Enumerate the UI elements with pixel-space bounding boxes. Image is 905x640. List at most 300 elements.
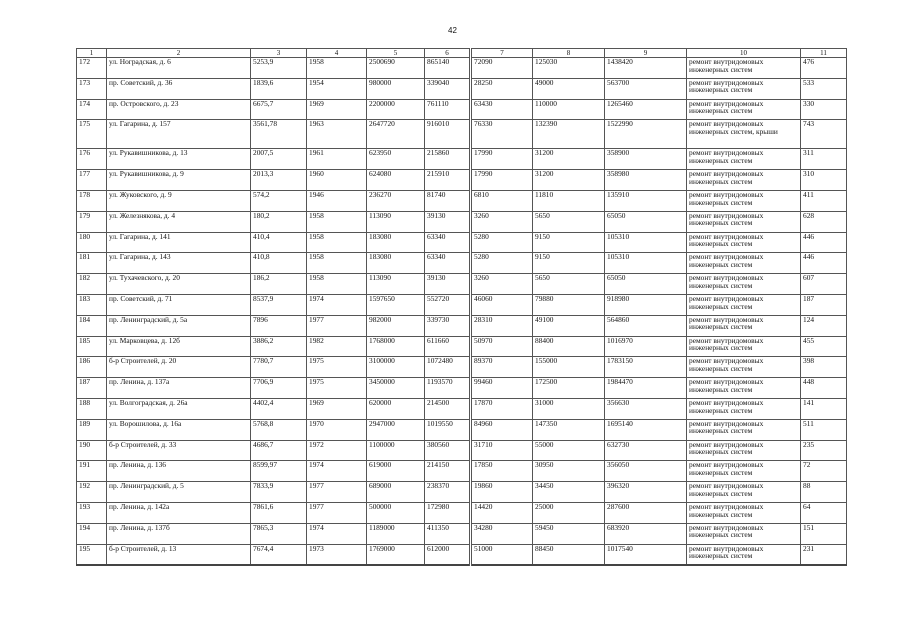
- col8-cell: 11810: [533, 190, 605, 211]
- col5-cell: 3450000: [367, 378, 425, 399]
- year-cell: 1975: [307, 378, 367, 399]
- address-cell: пр. Островского, д. 23: [107, 99, 251, 120]
- col8-cell: 155000: [533, 357, 605, 378]
- col9-cell: 683920: [605, 523, 687, 544]
- table-row: [77, 58, 847, 79]
- col8-cell: 9150: [533, 253, 605, 274]
- col9-cell: 1695140: [605, 419, 687, 440]
- address-cell: б-р Строителей, д. 33: [107, 440, 251, 461]
- col11-cell: 511: [801, 419, 847, 440]
- col5-cell: 1597650: [367, 294, 425, 315]
- row-number: 179: [77, 211, 107, 232]
- col6-cell: 339730: [425, 315, 471, 336]
- area-cell: 5768,8: [251, 419, 307, 440]
- col5-cell: 1768000: [367, 336, 425, 357]
- col5-cell: 982000: [367, 315, 425, 336]
- col11-cell: 448: [801, 378, 847, 399]
- area-cell: 4686,7: [251, 440, 307, 461]
- row-number: 185: [77, 336, 107, 357]
- table-row: [77, 315, 847, 336]
- page-number: 42: [448, 26, 457, 35]
- area-cell: 2013,3: [251, 170, 307, 191]
- table-row: [77, 99, 847, 120]
- col9-cell: 358900: [605, 149, 687, 170]
- table-row: [77, 274, 847, 295]
- area-cell: 7833,9: [251, 482, 307, 503]
- col6-cell: 214150: [425, 461, 471, 482]
- col8-cell: 31200: [533, 170, 605, 191]
- row-number: 175: [77, 120, 107, 149]
- area-cell: 410,8: [251, 253, 307, 274]
- row-number: 184: [77, 315, 107, 336]
- col5-cell: 2200000: [367, 99, 425, 120]
- year-cell: 1969: [307, 398, 367, 419]
- col6-cell: 215910: [425, 170, 471, 191]
- row-number: 178: [77, 190, 107, 211]
- row-number: 183: [77, 294, 107, 315]
- col9-cell: 356630: [605, 398, 687, 419]
- row-number: 181: [77, 253, 107, 274]
- col11-cell: 398: [801, 357, 847, 378]
- row-number: 191: [77, 461, 107, 482]
- row-number: 189: [77, 419, 107, 440]
- col8-cell: 79880: [533, 294, 605, 315]
- work-type-cell: ремонт внутридомовых инженерных систем: [687, 274, 801, 295]
- area-cell: 186,2: [251, 274, 307, 295]
- col7-cell: 84960: [471, 419, 533, 440]
- year-cell: 1958: [307, 274, 367, 295]
- col5-cell: 623950: [367, 149, 425, 170]
- area-cell: 7674,4: [251, 544, 307, 565]
- area-cell: 7780,7: [251, 357, 307, 378]
- col8-cell: 132390: [533, 120, 605, 149]
- col6-cell: 1072480: [425, 357, 471, 378]
- address-cell: пр. Ленина, д. 136: [107, 461, 251, 482]
- year-cell: 1977: [307, 315, 367, 336]
- table-row: [77, 398, 847, 419]
- work-type-cell: ремонт внутридомовых инженерных систем: [687, 253, 801, 274]
- address-cell: пр. Ленина, д. 142а: [107, 502, 251, 523]
- col9-cell: 65050: [605, 211, 687, 232]
- year-cell: 1974: [307, 294, 367, 315]
- col11-cell: 476: [801, 58, 847, 79]
- year-cell: 1958: [307, 232, 367, 253]
- repair-register-table: [76, 48, 847, 566]
- row-number: 176: [77, 149, 107, 170]
- col8-cell: 9150: [533, 232, 605, 253]
- col5-cell: 1769000: [367, 544, 425, 565]
- col6-cell: 411350: [425, 523, 471, 544]
- row-number: 188: [77, 398, 107, 419]
- work-type-cell: ремонт внутридомовых инженерных систем: [687, 461, 801, 482]
- col11-cell: 628: [801, 211, 847, 232]
- work-type-cell: ремонт внутридомовых инженерных систем: [687, 190, 801, 211]
- col9-cell: 1984470: [605, 378, 687, 399]
- col5-cell: 3100000: [367, 357, 425, 378]
- area-cell: 180,2: [251, 211, 307, 232]
- col7-cell: 19860: [471, 482, 533, 503]
- column-number: 5: [367, 49, 425, 58]
- work-type-cell: ремонт внутридомовых инженерных систем: [687, 99, 801, 120]
- year-cell: 1972: [307, 440, 367, 461]
- col5-cell: 183080: [367, 232, 425, 253]
- row-number: 174: [77, 99, 107, 120]
- col11-cell: 533: [801, 78, 847, 99]
- col5-cell: 2947000: [367, 419, 425, 440]
- table-row: [77, 440, 847, 461]
- col5-cell: 619000: [367, 461, 425, 482]
- col6-cell: 238370: [425, 482, 471, 503]
- col6-cell: 39130: [425, 274, 471, 295]
- col11-cell: 187: [801, 294, 847, 315]
- col6-cell: 215860: [425, 149, 471, 170]
- col6-cell: 552720: [425, 294, 471, 315]
- col9-cell: 1522990: [605, 120, 687, 149]
- col9-cell: 356050: [605, 461, 687, 482]
- col8-cell: 88400: [533, 336, 605, 357]
- year-cell: 1958: [307, 58, 367, 79]
- row-number: 193: [77, 502, 107, 523]
- col8-cell: 25000: [533, 502, 605, 523]
- year-cell: 1946: [307, 190, 367, 211]
- address-cell: пр. Ленинградский, д. 5а: [107, 315, 251, 336]
- col8-cell: 172500: [533, 378, 605, 399]
- col7-cell: 17990: [471, 149, 533, 170]
- row-number: 186: [77, 357, 107, 378]
- col11-cell: 72: [801, 461, 847, 482]
- col9-cell: 105310: [605, 253, 687, 274]
- col9-cell: 358980: [605, 170, 687, 191]
- col6-cell: 214500: [425, 398, 471, 419]
- row-number: 180: [77, 232, 107, 253]
- column-number: 3: [251, 49, 307, 58]
- area-cell: 8537,9: [251, 294, 307, 315]
- col7-cell: 31710: [471, 440, 533, 461]
- col7-cell: 46060: [471, 294, 533, 315]
- col9-cell: 918980: [605, 294, 687, 315]
- col11-cell: 743: [801, 120, 847, 149]
- col8-cell: 5650: [533, 274, 605, 295]
- work-type-cell: ремонт внутридомовых инженерных систем: [687, 232, 801, 253]
- year-cell: 1975: [307, 357, 367, 378]
- year-cell: 1961: [307, 149, 367, 170]
- column-number: 9: [605, 49, 687, 58]
- col6-cell: 612000: [425, 544, 471, 565]
- col6-cell: 39130: [425, 211, 471, 232]
- work-type-cell: ремонт внутридомовых инженерных систем: [687, 523, 801, 544]
- row-number: 194: [77, 523, 107, 544]
- col5-cell: 236270: [367, 190, 425, 211]
- work-type-cell: ремонт внутридомовых инженерных систем: [687, 482, 801, 503]
- col6-cell: 916010: [425, 120, 471, 149]
- work-type-cell: ремонт внутридомовых инженерных систем: [687, 78, 801, 99]
- col6-cell: 63340: [425, 232, 471, 253]
- row-number: 190: [77, 440, 107, 461]
- col7-cell: 89370: [471, 357, 533, 378]
- area-cell: 3886,2: [251, 336, 307, 357]
- col6-cell: 761110: [425, 99, 471, 120]
- col5-cell: 113090: [367, 211, 425, 232]
- area-cell: 574,2: [251, 190, 307, 211]
- col7-cell: 5280: [471, 232, 533, 253]
- column-number: 8: [533, 49, 605, 58]
- address-cell: ул. Ворошилова, д. 16а: [107, 419, 251, 440]
- table-row: [77, 502, 847, 523]
- table-row: [77, 461, 847, 482]
- address-cell: ул. Волгоградская, д. 26а: [107, 398, 251, 419]
- col7-cell: 28310: [471, 315, 533, 336]
- address-cell: ул. Рукавишникова, д. 9: [107, 170, 251, 191]
- address-cell: ул. Тухачевского, д. 20: [107, 274, 251, 295]
- table-body: [77, 49, 847, 566]
- col8-cell: 88450: [533, 544, 605, 565]
- col6-cell: 611660: [425, 336, 471, 357]
- year-cell: 1970: [307, 419, 367, 440]
- col11-cell: 411: [801, 190, 847, 211]
- col8-cell: 30950: [533, 461, 605, 482]
- col7-cell: 34280: [471, 523, 533, 544]
- col7-cell: 6810: [471, 190, 533, 211]
- col5-cell: 620000: [367, 398, 425, 419]
- col11-cell: 607: [801, 274, 847, 295]
- col5-cell: 1189000: [367, 523, 425, 544]
- col9-cell: 1016970: [605, 336, 687, 357]
- col7-cell: 17990: [471, 170, 533, 191]
- address-cell: пр. Ленинградский, д. 5: [107, 482, 251, 503]
- col8-cell: 34450: [533, 482, 605, 503]
- col8-cell: 55000: [533, 440, 605, 461]
- work-type-cell: ремонт внутридомовых инженерных систем: [687, 544, 801, 565]
- col5-cell: 624080: [367, 170, 425, 191]
- col8-cell: 5650: [533, 211, 605, 232]
- area-cell: 3561,78: [251, 120, 307, 149]
- table-row: [77, 149, 847, 170]
- col8-cell: 125030: [533, 58, 605, 79]
- work-type-cell: ремонт внутридомовых инженерных систем: [687, 398, 801, 419]
- work-type-cell: ремонт внутридомовых инженерных систем: [687, 315, 801, 336]
- col9-cell: 135910: [605, 190, 687, 211]
- work-type-cell: ремонт внутридомовых инженерных систем: [687, 170, 801, 191]
- year-cell: 1974: [307, 523, 367, 544]
- col7-cell: 72090: [471, 58, 533, 79]
- work-type-cell: ремонт внутридомовых инженерных систем: [687, 357, 801, 378]
- table-row: [77, 544, 847, 565]
- address-cell: б-р Строителей, д. 20: [107, 357, 251, 378]
- col8-cell: 31200: [533, 149, 605, 170]
- work-type-cell: ремонт внутридомовых инженерных систем: [687, 58, 801, 79]
- col6-cell: 63340: [425, 253, 471, 274]
- col6-cell: 1019550: [425, 419, 471, 440]
- column-number: 2: [107, 49, 251, 58]
- table-row: [77, 419, 847, 440]
- table-row: [77, 523, 847, 544]
- col9-cell: 632730: [605, 440, 687, 461]
- area-cell: 5253,9: [251, 58, 307, 79]
- year-cell: 1969: [307, 99, 367, 120]
- address-cell: б-р Строителей, д. 13: [107, 544, 251, 565]
- col5-cell: 980000: [367, 78, 425, 99]
- year-cell: 1974: [307, 461, 367, 482]
- col9-cell: 65050: [605, 274, 687, 295]
- col7-cell: 50970: [471, 336, 533, 357]
- col5-cell: 2647720: [367, 120, 425, 149]
- area-cell: 7861,6: [251, 502, 307, 523]
- col9-cell: 287600: [605, 502, 687, 523]
- year-cell: 1977: [307, 482, 367, 503]
- col9-cell: 1438420: [605, 58, 687, 79]
- col11-cell: 446: [801, 253, 847, 274]
- col11-cell: 231: [801, 544, 847, 565]
- col6-cell: 865140: [425, 58, 471, 79]
- col7-cell: 63430: [471, 99, 533, 120]
- col9-cell: 105310: [605, 232, 687, 253]
- table-row: [77, 294, 847, 315]
- col11-cell: 235: [801, 440, 847, 461]
- col11-cell: 141: [801, 398, 847, 419]
- table-row: [77, 211, 847, 232]
- area-cell: 2007,5: [251, 149, 307, 170]
- col5-cell: 1100000: [367, 440, 425, 461]
- table-row: [77, 190, 847, 211]
- area-cell: 1839,6: [251, 78, 307, 99]
- col9-cell: 564860: [605, 315, 687, 336]
- address-cell: ул. Марковцева, д. 12б: [107, 336, 251, 357]
- col7-cell: 76330: [471, 120, 533, 149]
- work-type-cell: ремонт внутридомовых инженерных систем: [687, 378, 801, 399]
- col9-cell: 1783150: [605, 357, 687, 378]
- area-cell: 7706,9: [251, 378, 307, 399]
- col9-cell: 1017540: [605, 544, 687, 565]
- col9-cell: 563700: [605, 78, 687, 99]
- col9-cell: 396320: [605, 482, 687, 503]
- address-cell: ул. Гагарина, д. 157: [107, 120, 251, 149]
- row-number: 173: [77, 78, 107, 99]
- column-number: 7: [471, 49, 533, 58]
- year-cell: 1982: [307, 336, 367, 357]
- col11-cell: 124: [801, 315, 847, 336]
- table-row: [77, 357, 847, 378]
- column-number-row: [77, 49, 847, 58]
- column-number: 10: [687, 49, 801, 58]
- col11-cell: 151: [801, 523, 847, 544]
- table-row: [77, 232, 847, 253]
- row-number: 177: [77, 170, 107, 191]
- col6-cell: 339040: [425, 78, 471, 99]
- table-row: [77, 336, 847, 357]
- col8-cell: 49000: [533, 78, 605, 99]
- col5-cell: 500000: [367, 502, 425, 523]
- address-cell: ул. Ноградская, д. 6: [107, 58, 251, 79]
- col11-cell: 88: [801, 482, 847, 503]
- address-cell: ул. Рукавишникова, д. 13: [107, 149, 251, 170]
- year-cell: 1960: [307, 170, 367, 191]
- col7-cell: 28250: [471, 78, 533, 99]
- address-cell: пр. Советский, д. 71: [107, 294, 251, 315]
- address-cell: ул. Гагарина, д. 143: [107, 253, 251, 274]
- col11-cell: 64: [801, 502, 847, 523]
- table-row: [77, 120, 847, 149]
- table-row: [77, 378, 847, 399]
- col7-cell: 17870: [471, 398, 533, 419]
- row-number: 187: [77, 378, 107, 399]
- area-cell: 7896: [251, 315, 307, 336]
- col5-cell: 689000: [367, 482, 425, 503]
- column-number: 6: [425, 49, 471, 58]
- col11-cell: 330: [801, 99, 847, 120]
- table-row: [77, 253, 847, 274]
- col11-cell: 455: [801, 336, 847, 357]
- col11-cell: 311: [801, 149, 847, 170]
- address-cell: ул. Гагарина, д. 141: [107, 232, 251, 253]
- col7-cell: 3260: [471, 274, 533, 295]
- work-type-cell: ремонт внутридомовых инженерных систем: [687, 149, 801, 170]
- col8-cell: 59450: [533, 523, 605, 544]
- year-cell: 1958: [307, 211, 367, 232]
- col9-cell: 1265460: [605, 99, 687, 120]
- col8-cell: 49100: [533, 315, 605, 336]
- col11-cell: 310: [801, 170, 847, 191]
- year-cell: 1963: [307, 120, 367, 149]
- col7-cell: 51000: [471, 544, 533, 565]
- col7-cell: 99460: [471, 378, 533, 399]
- area-cell: 7865,3: [251, 523, 307, 544]
- area-cell: 4402,4: [251, 398, 307, 419]
- address-cell: пр. Ленина, д. 137б: [107, 523, 251, 544]
- area-cell: 8599,97: [251, 461, 307, 482]
- row-number: 192: [77, 482, 107, 503]
- work-type-cell: ремонт внутридомовых инженерных систем: [687, 336, 801, 357]
- row-number: 195: [77, 544, 107, 565]
- col7-cell: 14420: [471, 502, 533, 523]
- year-cell: 1973: [307, 544, 367, 565]
- col7-cell: 17850: [471, 461, 533, 482]
- year-cell: 1958: [307, 253, 367, 274]
- col8-cell: 31000: [533, 398, 605, 419]
- table-row: [77, 482, 847, 503]
- work-type-cell: ремонт внутридомовых инженерных систем, крыши: [687, 120, 801, 149]
- col6-cell: 1193570: [425, 378, 471, 399]
- col6-cell: 172980: [425, 502, 471, 523]
- col8-cell: 147350: [533, 419, 605, 440]
- column-number: 4: [307, 49, 367, 58]
- col6-cell: 81740: [425, 190, 471, 211]
- table-row: [77, 170, 847, 191]
- col7-cell: 3260: [471, 211, 533, 232]
- work-type-cell: ремонт внутридомовых инженерных систем: [687, 440, 801, 461]
- work-type-cell: ремонт внутридомовых инженерных систем: [687, 502, 801, 523]
- column-number: 1: [77, 49, 107, 58]
- col8-cell: 110000: [533, 99, 605, 120]
- address-cell: ул. Жуковского, д. 9: [107, 190, 251, 211]
- address-cell: ул. Железнякова, д. 4: [107, 211, 251, 232]
- area-cell: 6675,7: [251, 99, 307, 120]
- col5-cell: 183080: [367, 253, 425, 274]
- table-row: [77, 78, 847, 99]
- col5-cell: 113090: [367, 274, 425, 295]
- col6-cell: 380560: [425, 440, 471, 461]
- col7-cell: 5280: [471, 253, 533, 274]
- area-cell: 410,4: [251, 232, 307, 253]
- work-type-cell: ремонт внутридомовых инженерных систем: [687, 294, 801, 315]
- year-cell: 1977: [307, 502, 367, 523]
- year-cell: 1954: [307, 78, 367, 99]
- address-cell: пр. Советский, д. 36: [107, 78, 251, 99]
- address-cell: пр. Ленина, д. 137а: [107, 378, 251, 399]
- col5-cell: 2500690: [367, 58, 425, 79]
- row-number: 172: [77, 58, 107, 79]
- work-type-cell: ремонт внутридомовых инженерных систем: [687, 419, 801, 440]
- column-number: 11: [801, 49, 847, 58]
